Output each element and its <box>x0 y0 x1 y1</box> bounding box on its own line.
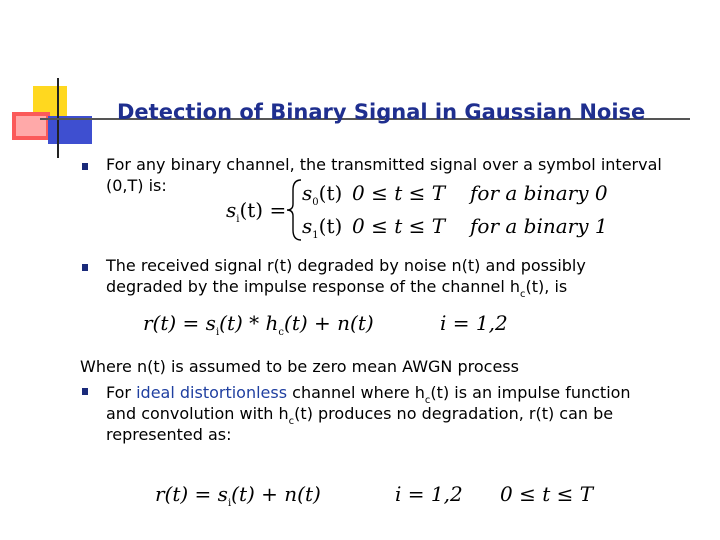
eq1-row0-case: for a binary 0 <box>470 181 608 205</box>
eq1-lhs: $s_i(t)$ = <box>226 198 287 225</box>
awgn-statement: Where n(t) is assumed to be zero mean AWGN process <box>80 357 519 376</box>
eq1-row0-term: $s_0(t)$ <box>302 181 343 208</box>
bullet1-line1: For any binary channel, the transmitted signal over a symbol interval <box>106 155 662 174</box>
eq3-range: 0 ≤ t ≤ T <box>500 482 594 506</box>
bullet2-line2: degraded by the impulse response of the channel $h_c(t)$, is <box>106 277 568 300</box>
bullet-marker <box>82 163 88 170</box>
bullet3-line2: and convolution with $h_c(t)$ produces no degradation, r(t) can be <box>106 404 614 427</box>
eq2-expression: $r(t) = s_i(t) * h_c(t) + n(t)$ <box>143 311 374 338</box>
ideal-distortionless-highlight: ideal distortionless <box>136 383 288 402</box>
bullet3-line3: represented as: <box>106 425 232 444</box>
eq1-row1-cond: 0 ≤ t ≤ T <box>352 214 446 238</box>
eq3-expression: $r(t) = s_i(t) + n(t)$ <box>155 482 321 509</box>
bullet-marker <box>82 264 88 271</box>
eq1-row0-cond: 0 ≤ t ≤ T <box>352 181 446 205</box>
decor-blue-square <box>48 116 92 144</box>
decor-red-square <box>12 112 50 140</box>
bullet2-line1: The received signal r(t) degraded by noise n(t) and possibly <box>106 256 586 275</box>
eq3-index: i = 1,2 <box>395 482 463 506</box>
bullet-marker <box>82 388 88 395</box>
eq1-row1-case: for a binary 1 <box>470 214 608 238</box>
eq2-index: i = 1,2 <box>440 311 508 335</box>
bullet1-line2: (0,T) is: <box>106 176 167 195</box>
bullet3-line1: For ideal distortionless channel where $h_c(t)$ is an impulse function <box>106 383 631 406</box>
eq1-row1-term: $s_1(t)$ <box>302 214 343 241</box>
slide-title: Detection of Binary Signal in Gaussian Noise <box>117 100 646 124</box>
